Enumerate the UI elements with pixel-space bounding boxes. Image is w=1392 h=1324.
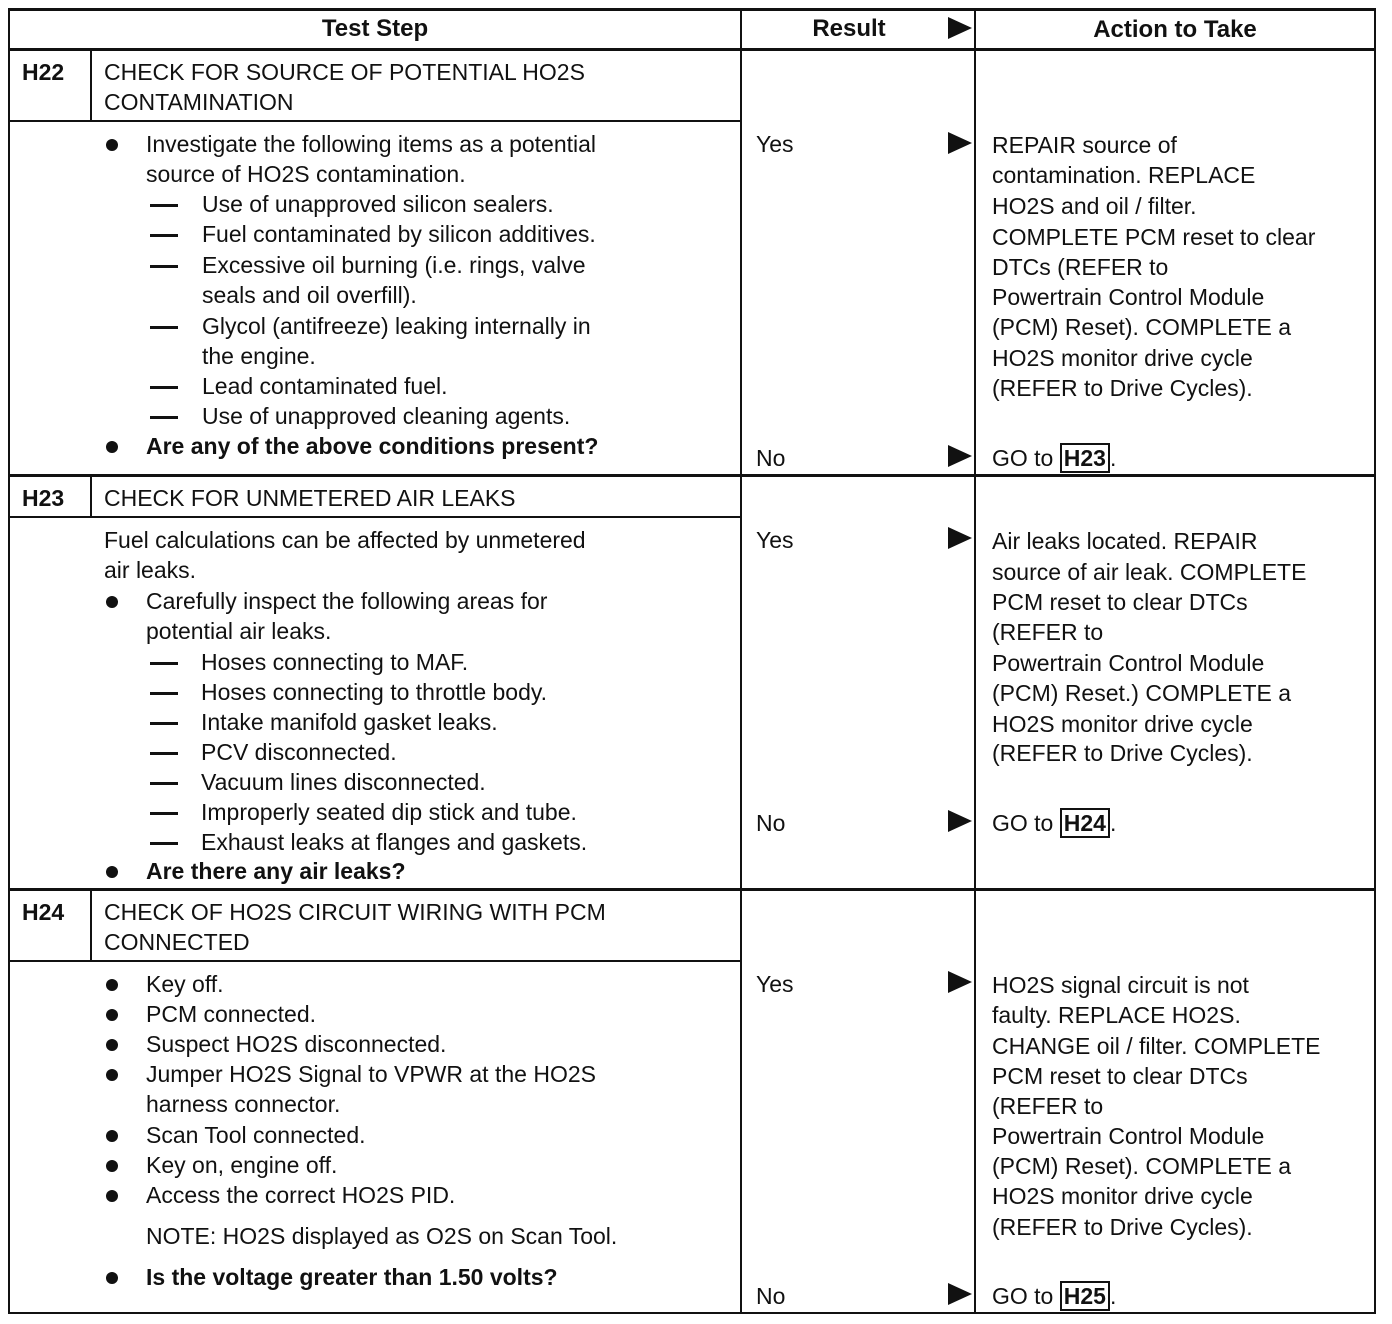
result-yes-h23: Yes xyxy=(756,527,794,553)
bullet-icon xyxy=(106,1160,118,1172)
action-yes-h22: COMPLETE PCM reset to clear xyxy=(992,224,1316,250)
header-test-step: Test Step xyxy=(321,15,429,42)
goto-text: GO to xyxy=(992,1283,1054,1309)
dash-icon xyxy=(150,326,178,329)
bullet-icon xyxy=(106,1190,118,1202)
dash-icon xyxy=(150,722,178,725)
result-arrow-icon xyxy=(948,132,972,154)
result-arrow-icon xyxy=(948,971,972,993)
step-title-h24: CONNECTED xyxy=(104,929,250,955)
step-title-h23: CHECK FOR UNMETERED AIR LEAKS xyxy=(104,485,516,511)
dash-icon xyxy=(150,692,178,695)
sub-item: Improperly seated dip stick and tube. xyxy=(201,799,577,825)
intro-text: Fuel calculations can be affected by unmetered xyxy=(104,527,586,553)
action-yes-h23: (REFER to xyxy=(992,619,1104,645)
sub-item: Use of unapproved cleaning agents. xyxy=(202,403,571,429)
row-divider-h24 xyxy=(8,888,1376,891)
step-title-h24: CHECK OF HO2S CIRCUIT WIRING WITH PCM xyxy=(104,899,606,925)
bullet-icon xyxy=(106,866,118,878)
bullet-text: Access the correct HO2S PID. xyxy=(146,1182,456,1208)
header-divider xyxy=(8,48,1376,51)
action-yes-h22: HO2S and oil / filter. xyxy=(992,193,1197,219)
col-divider-result xyxy=(740,8,742,1314)
action-no-h24 xyxy=(992,1281,1116,1311)
action-yes-h24: faulty. REPLACE HO2S. xyxy=(992,1002,1241,1028)
sub-item: Intake manifold gasket leaks. xyxy=(201,709,498,735)
header-result: Result xyxy=(812,15,886,42)
id-divider-h22 xyxy=(90,50,92,120)
bullet-text: PCM connected. xyxy=(146,1001,317,1027)
action-yes-h22: Powertrain Control Module xyxy=(992,284,1265,310)
sub-item: Lead contaminated fuel. xyxy=(202,373,448,399)
action-yes-h23: PCM reset to clear DTCs xyxy=(992,589,1248,615)
bullet-icon xyxy=(106,979,118,991)
action-yes-h24: (REFER to Drive Cycles). xyxy=(992,1214,1253,1240)
goto-period: . xyxy=(1109,445,1117,471)
sub-item: Vacuum lines disconnected. xyxy=(201,769,486,795)
bullet-icon xyxy=(106,1272,118,1284)
bullet-text: Investigate the following items as a potential xyxy=(146,131,597,157)
sub-item: PCV disconnected. xyxy=(201,739,397,765)
step-id-h23: H23 xyxy=(22,485,65,511)
title-underline-h23 xyxy=(8,516,741,518)
table-border-right xyxy=(1374,8,1376,1314)
result-arrow-icon xyxy=(948,1283,972,1305)
goto-step-ref-h25[interactable]: H25 xyxy=(1060,1281,1110,1311)
table-border-left xyxy=(8,8,10,1314)
result-no-h22: No xyxy=(756,445,786,471)
action-yes-h23: Air leaks located. REPAIR xyxy=(992,528,1258,554)
id-divider-h23 xyxy=(90,476,92,516)
action-yes-h24: Powertrain Control Module xyxy=(992,1123,1265,1149)
bullet-text: source of HO2S contamination. xyxy=(146,161,466,187)
dash-icon xyxy=(150,842,178,845)
goto-period: . xyxy=(1109,1283,1117,1309)
id-divider-h24 xyxy=(90,890,92,960)
dash-icon xyxy=(150,234,178,237)
col-divider-action xyxy=(974,8,976,1314)
dash-icon xyxy=(150,812,178,815)
action-yes-h22: (PCM) Reset). COMPLETE a xyxy=(992,314,1292,340)
action-yes-h23: (PCM) Reset.) COMPLETE a xyxy=(992,680,1292,706)
sub-item: Use of unapproved silicon sealers. xyxy=(202,191,554,217)
bullet-text: Key on, engine off. xyxy=(146,1152,338,1178)
question-h23: Are there any air leaks? xyxy=(146,858,406,884)
action-yes-h22: DTCs (REFER to xyxy=(992,254,1169,280)
question-h22: Are any of the above conditions present? xyxy=(146,433,599,459)
sub-item: Hoses connecting to throttle body. xyxy=(201,679,548,705)
goto-text: GO to xyxy=(992,810,1054,836)
goto-period: . xyxy=(1109,810,1117,836)
result-arrow-icon xyxy=(948,810,972,832)
result-yes-h24: Yes xyxy=(756,971,794,997)
bullet-icon xyxy=(106,596,118,608)
sub-item: Excessive oil burning (i.e. rings, valve xyxy=(202,252,586,278)
dash-icon xyxy=(150,752,178,755)
action-yes-h22: REPAIR source of xyxy=(992,132,1177,158)
step-title-h22: CHECK FOR SOURCE OF POTENTIAL HO2S xyxy=(104,59,585,85)
bullet-text: Carefully inspect the following areas for xyxy=(146,588,548,614)
table-border-top xyxy=(8,8,1376,11)
step-title-h22: CONTAMINATION xyxy=(104,89,294,115)
step-id-h24: H24 xyxy=(22,899,65,925)
bullet-icon xyxy=(106,1039,118,1051)
action-yes-h22: (REFER to Drive Cycles). xyxy=(992,375,1253,401)
bullet-icon xyxy=(106,441,118,453)
goto-step-ref-h23[interactable]: H23 xyxy=(1060,443,1110,473)
bullet-icon xyxy=(106,1130,118,1142)
goto-step-ref-h24[interactable]: H24 xyxy=(1060,808,1110,838)
action-yes-h24: (PCM) Reset). COMPLETE a xyxy=(992,1153,1292,1179)
action-yes-h24: HO2S monitor drive cycle xyxy=(992,1183,1253,1209)
bullet-text: Suspect HO2S disconnected. xyxy=(146,1031,447,1057)
header-action: Action to Take xyxy=(1093,16,1257,43)
bullet-text: Key off. xyxy=(146,971,224,997)
action-no-h23 xyxy=(992,808,1116,838)
dash-icon xyxy=(150,265,178,268)
goto-text: GO to xyxy=(992,445,1054,471)
header-arrow-icon xyxy=(948,17,972,39)
intro-text: air leaks. xyxy=(104,557,197,583)
action-yes-h23: source of air leak. COMPLETE xyxy=(992,559,1307,585)
action-yes-h22: HO2S monitor drive cycle xyxy=(992,345,1253,371)
table-border-bottom xyxy=(8,1312,1376,1314)
bullet-icon xyxy=(106,139,118,151)
bullet-text: Jumper HO2S Signal to VPWR at the HO2S xyxy=(146,1061,596,1087)
dash-icon xyxy=(150,386,178,389)
question-h24: Is the voltage greater than 1.50 volts? xyxy=(146,1264,558,1290)
sub-item: Glycol (antifreeze) leaking internally in xyxy=(202,313,591,339)
action-yes-h24: PCM reset to clear DTCs xyxy=(992,1063,1248,1089)
row-divider-h23 xyxy=(8,474,1376,477)
action-yes-h23: Powertrain Control Module xyxy=(992,650,1265,676)
step-id-h22: H22 xyxy=(22,59,65,85)
action-yes-h24: CHANGE oil / filter. COMPLETE xyxy=(992,1033,1321,1059)
result-arrow-icon xyxy=(948,527,972,549)
bullet-text: potential air leaks. xyxy=(146,618,332,644)
dash-icon xyxy=(150,416,178,419)
result-arrow-icon xyxy=(948,445,972,467)
sub-item: Hoses connecting to MAF. xyxy=(201,649,469,675)
result-no-h24: No xyxy=(756,1283,786,1309)
note-text: NOTE: HO2S displayed as O2S on Scan Tool. xyxy=(146,1223,618,1249)
action-yes-h22: contamination. REPLACE xyxy=(992,162,1256,188)
result-yes-h22: Yes xyxy=(756,131,794,157)
dash-icon xyxy=(150,204,178,207)
sub-item: Fuel contaminated by silicon additives. xyxy=(202,221,596,247)
bullet-text: harness connector. xyxy=(146,1091,341,1117)
sub-item: Exhaust leaks at flanges and gaskets. xyxy=(201,829,588,855)
bullet-text: Scan Tool connected. xyxy=(146,1122,366,1148)
sub-item: seals and oil overfill). xyxy=(202,282,417,308)
action-no-h22 xyxy=(992,443,1116,473)
dash-icon xyxy=(150,782,178,785)
action-yes-h23: (REFER to Drive Cycles). xyxy=(992,740,1253,766)
result-no-h23: No xyxy=(756,810,786,836)
title-underline-h24 xyxy=(8,960,741,962)
action-yes-h24: HO2S signal circuit is not xyxy=(992,972,1249,998)
action-yes-h24: (REFER to xyxy=(992,1093,1104,1119)
bullet-icon xyxy=(106,1009,118,1021)
title-underline-h22 xyxy=(8,120,741,122)
bullet-icon xyxy=(106,1069,118,1081)
dash-icon xyxy=(150,662,178,665)
action-yes-h23: HO2S monitor drive cycle xyxy=(992,711,1253,737)
sub-item: the engine. xyxy=(202,343,316,369)
